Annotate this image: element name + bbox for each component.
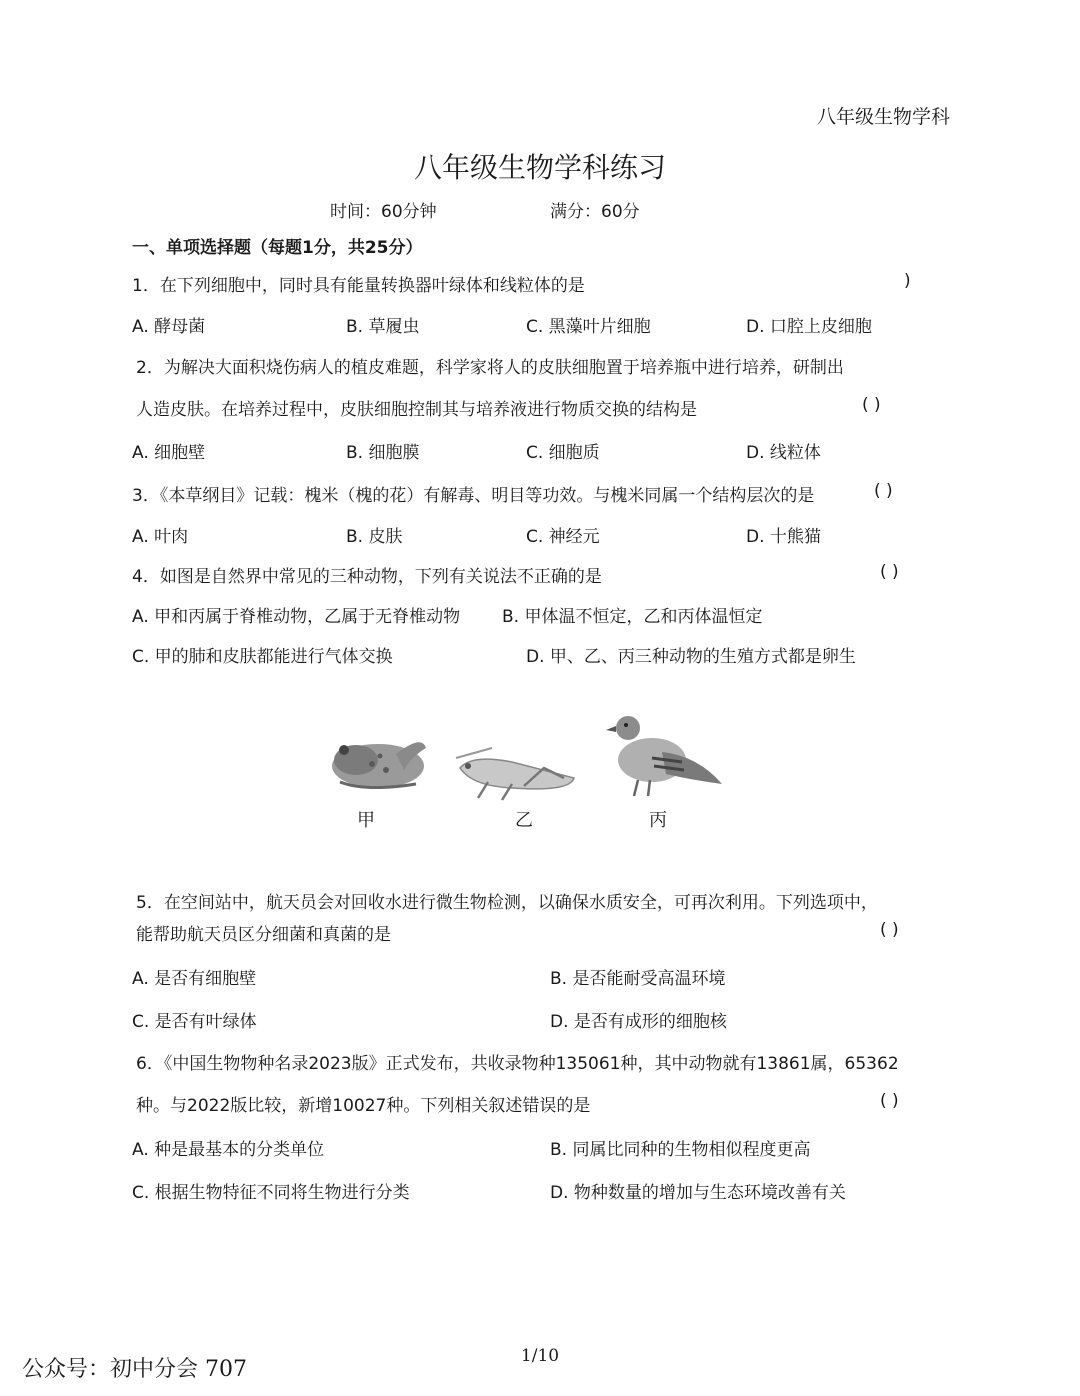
question-3-answer-blank: ( ): [874, 481, 893, 501]
question-5-text-line2: 能帮助航天员区分细菌和真菌的是: [136, 925, 391, 945]
header-subject: 八年级生物学科: [816, 106, 950, 128]
grasshopper-illustration: [452, 738, 580, 802]
section-heading: 一、单项选择题（每题1分，共25分）: [132, 238, 423, 258]
question-5-option-b: B. 是否能耐受高温环境: [550, 969, 726, 989]
frog-illustration: [326, 726, 432, 794]
question-6-option-a: A. 种是最基本的分类单位: [132, 1140, 325, 1160]
question-5-option-a: A. 是否有细胞壁: [132, 969, 257, 989]
exam-time: 时间：60分钟: [330, 202, 437, 222]
question-3-option-c: C. 神经元: [526, 527, 600, 547]
question-2-option-d: D. 线粒体: [746, 443, 821, 463]
question-4-option-b: B. 甲体温不恒定，乙和丙体温恒定: [502, 607, 763, 627]
page-title: 八年级生物学科练习: [413, 151, 666, 184]
question-6-text-line2: 种。与2022版比较，新增10027种。下列相关叙述错误的是: [136, 1096, 591, 1116]
question-2-answer-blank: ( ): [862, 395, 881, 415]
question-4-option-c: C. 甲的肺和皮肤都能进行气体交换: [132, 647, 393, 667]
figure-label-yi: 乙: [515, 810, 533, 831]
page-number: 1/10: [520, 1346, 560, 1366]
question-6-answer-blank: ( ): [880, 1091, 899, 1111]
question-3-text: 3．《本草纲目》记载：槐米（槐的花）有解毒、明目等功效。与槐米同属一个结构层次的是: [132, 486, 815, 506]
exam-score: 满分：60分: [550, 202, 640, 222]
question-4-text: 4．如图是自然界中常见的三种动物，下列有关说法不正确的是: [132, 567, 602, 587]
question-5-option-d: D. 是否有成形的细胞核: [550, 1012, 727, 1032]
question-1-option-d: D. 口腔上皮细胞: [746, 317, 872, 337]
question-4-option-a: A. 甲和丙属于脊椎动物，乙属于无脊椎动物: [132, 607, 461, 627]
question-1-option-b: B. 草履虫: [346, 317, 420, 337]
question-1-answer-blank: ): [904, 271, 911, 291]
question-2-option-a: A. 细胞壁: [132, 443, 206, 463]
question-6-option-b: B. 同属比同种的生物相似程度更高: [550, 1140, 811, 1160]
question-4-option-d: D. 甲、乙、丙三种动物的生殖方式都是卵生: [526, 647, 856, 667]
question-3-option-d: D. 十熊猫: [746, 527, 821, 547]
question-1-text: 1．在下列细胞中，同时具有能量转换器叶绿体和线粒体的是: [132, 276, 585, 296]
question-5-option-c: C. 是否有叶绿体: [132, 1012, 257, 1032]
question-2-text-line2: 人造皮肤。在培养过程中，皮肤细胞控制其与培养液进行物质交换的结构是: [136, 400, 697, 420]
question-2-text-line1: 2．为解决大面积烧伤病人的植皮难题，科学家将人的皮肤细胞置于培养瓶中进行培养，研制出: [136, 358, 844, 378]
question-6-option-c: C. 根据生物特征不同将生物进行分类: [132, 1183, 410, 1203]
question-3-option-a: A. 叶肉: [132, 527, 189, 547]
question-5-text-line1: 5．在空间站中，航天员会对回收水进行微生物检测，以确保水质安全，可再次利用。下列选项中，: [136, 893, 878, 913]
account-watermark: 公众号：初中分会 707: [22, 1357, 247, 1382]
question-2-option-c: C. 细胞质: [526, 443, 600, 463]
question-6-text-line1: 6．《中国生物物种名录2023版》正式发布，共收录物种135061种，其中动物就有13861属，65362: [136, 1054, 899, 1074]
question-4-answer-blank: ( ): [880, 562, 899, 582]
question-2-option-b: B. 细胞膜: [346, 443, 420, 463]
question-6-option-d: D. 物种数量的增加与生态环境改善有关: [550, 1183, 846, 1203]
question-3-option-b: B. 皮肤: [346, 527, 403, 547]
pigeon-illustration: [602, 708, 726, 800]
figure-label-jia: 甲: [357, 810, 375, 831]
figure-label-bing: 丙: [649, 810, 667, 831]
question-1-option-c: C. 黑藻叶片细胞: [526, 317, 651, 337]
question-5-answer-blank: ( ): [880, 920, 899, 940]
question-1-option-a: A. 酵母菌: [132, 317, 206, 337]
